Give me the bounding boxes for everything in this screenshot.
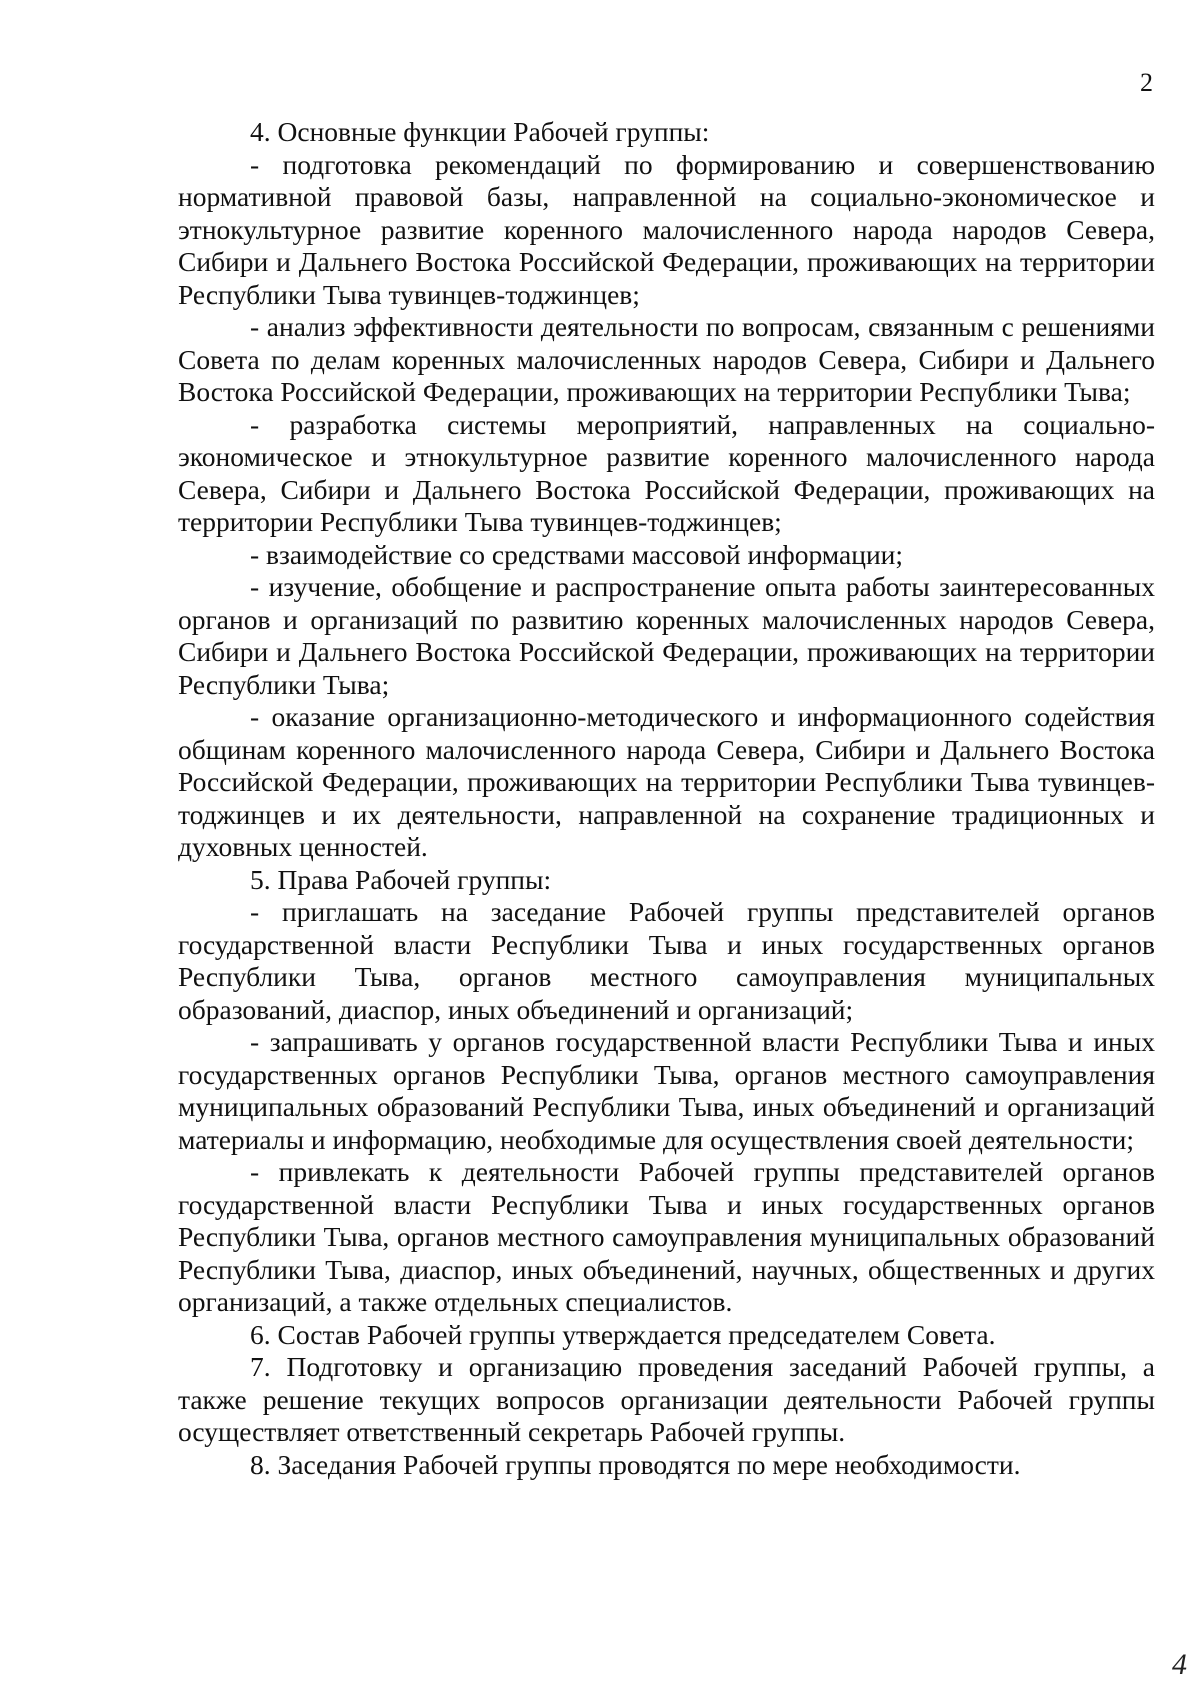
function-item-analysis: - анализ эффективности деятельности по вопросам, связанным с решениями Совета по делам коренных малочисленных народов Севера, Сибири и Дальнего Востока Российской Федерации, проживающих на территории Республики Тыва; (178, 311, 1155, 407)
function-item-recommendations: - подготовка рекомендаций по формированию и совершенствованию нормативной правовой базы, направленной на социально-экономическое и этнокультурное развитие коренного малочисленного народа народов Севера, Сибири и Дальнего Востока Российской Федерации, проживающих на территории Республики Тыва тувинцев-тоджинцев; (178, 148, 1155, 310)
function-item-experience: - изучение, обобщение и распространение опыта работы заинтересованных органов и организаций по развитию коренных малочисленных народов Севера, Сибири и Дальнего Востока Российской Федерации, проживающих на территории Республики Тыва; (178, 571, 1155, 700)
function-item-media: - взаимодействие со средствами массовой информации; (250, 538, 904, 570)
section-4-heading: 4. Основные функции Рабочей группы: (250, 116, 710, 147)
document-body (178, 116, 1155, 1481)
right-item-request: - запрашивать у органов государственной власти Республики Тыва и иных государственных органов Республики Тыва, органов местного самоуправления муниципальных образований Республики Тыва, иных объединений и организаций материалы и информацию, необходимые для осуществления своей деятельности; (178, 1026, 1155, 1155)
section-5-heading: 5. Права Рабочей группы: (250, 863, 552, 895)
section-6-paragraph: 6. Состав Рабочей группы утверждается председателем Совета. (250, 1318, 996, 1350)
right-item-invite: - приглашать на заседание Рабочей группы представителей органов государственной власти Республики Тыва и иных государственных органов Республики Тыва, органов местного самоуправления муниципальных образований, диаспор, иных объединений и организаций; (178, 896, 1155, 1025)
function-item-assistance: - оказание организационно-методического и информационного содействия общинам коренного малочисленного народа Севера, Сибири и Дальнего Востока Российской Федерации, проживающих на территории Республики Тыва тувинцев-тоджинцев и их деятельности, направленной на сохранение традиционных и духовных ценностей. (178, 701, 1155, 862)
section-7-paragraph: 7. Подготовку и организацию проведения заседаний Рабочей группы, а также решение текущих вопросов организации деятельности Рабочей группы осуществляет ответственный секретарь Рабочей группы. (178, 1351, 1155, 1447)
function-item-measures-system: - разработка системы мероприятий, направленных на социально-экономическое и этнокультурное развитие коренного малочисленного народа Севера, Сибири и Дальнего Востока Российской Федерации, проживающих на территории Республики Тыва тувинцев-тоджинцев; (178, 408, 1155, 537)
page-number: 2 (1140, 68, 1153, 97)
right-item-involve: - привлекать к деятельности Рабочей группы представителей органов государственной власти Республики Тыва и иных государственных органов Республики Тыва, органов местного самоуправления муниципальных образований Республики Тыва, диаспор, иных объединений, научных, общественных и других организаций, а также отдельных специалистов. (178, 1156, 1155, 1317)
handwritten-corner-mark: 4 (1172, 1648, 1187, 1681)
section-8-paragraph: 8. Заседания Рабочей группы проводятся по мере необходимости. (250, 1448, 1021, 1480)
